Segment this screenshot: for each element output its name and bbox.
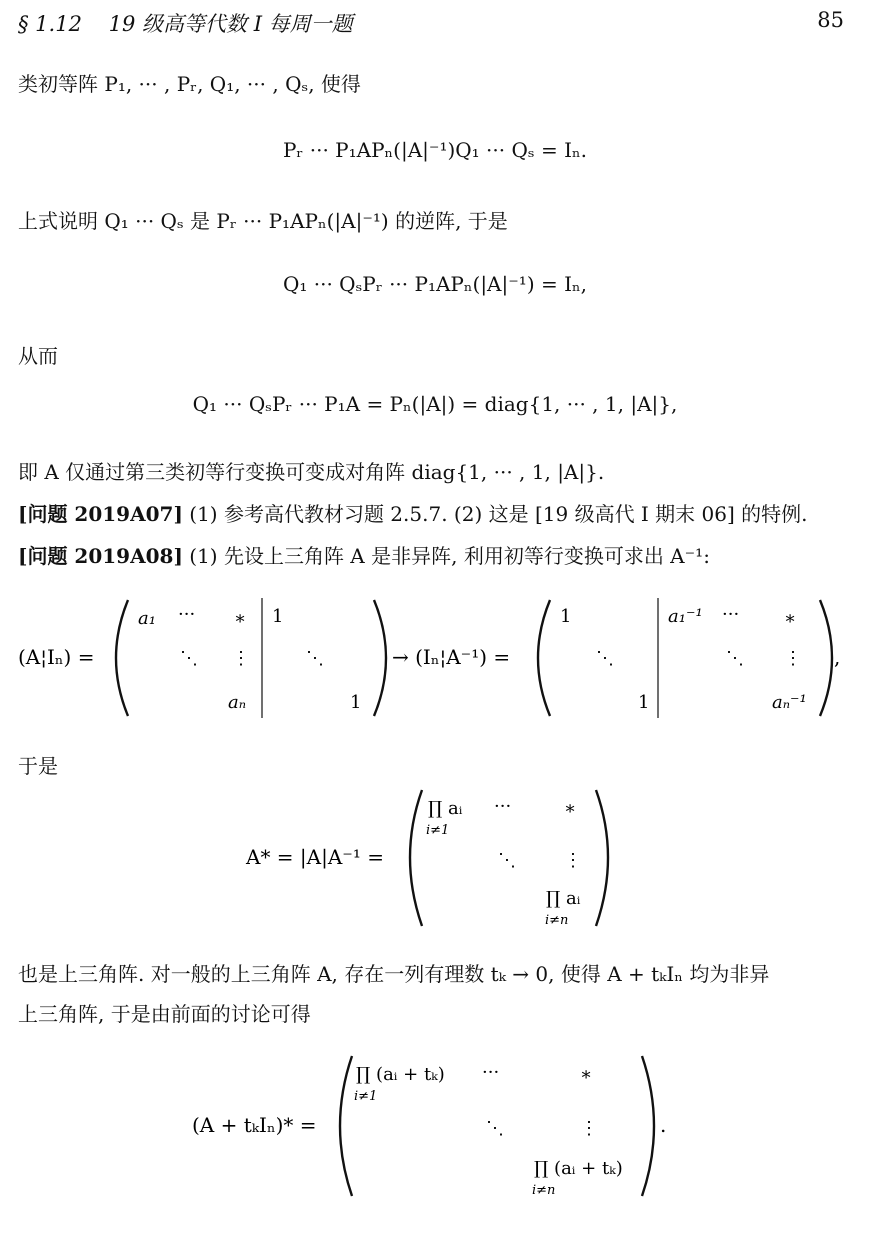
entry-one-bot: 1 [350, 692, 362, 713]
left-paren [116, 600, 128, 716]
equation-1: Pᵣ ··· P₁APₙ(|A|⁻¹)Q₁ ··· Qₛ = Iₙ. [282, 138, 588, 162]
adj-right-paren [596, 790, 608, 926]
entry-one-top: 1 [272, 606, 284, 627]
final-left-paren [340, 1056, 352, 1196]
final-prod-n: ∏ (aᵢ + tₖ) [534, 1158, 623, 1179]
entry-star: ∗ [234, 608, 247, 629]
final-equation [0, 1048, 870, 1204]
inv-a1: a₁⁻¹ [668, 606, 703, 627]
entry-ddots-2: ⋱ [306, 648, 324, 669]
final-prod-n-sub: i≠n [532, 1183, 556, 1198]
final-tail: . [660, 1113, 667, 1137]
entry-an: aₙ [228, 692, 247, 713]
paragraph-1: 类初等阵 P₁, ··· , Pᵣ, Q₁, ··· , Qₛ, 使得 [18, 72, 361, 96]
entry-ddots: ⋱ [180, 648, 198, 669]
matrix-arrow-rhs: → (Iₙ¦A⁻¹) = [392, 645, 511, 669]
problem-tag-a07: [问题 2019A07] [18, 502, 183, 526]
paragraph-8a: 也是上三角阵. 对一般的上三角阵 A, 存在一列有理数 tₖ → 0, 使得 A + tₖIₙ 均为非异 [18, 962, 770, 986]
matrix-lhs: (A¦Iₙ) = [18, 645, 95, 669]
problem-text-a08: (1) 先设上三角阵 A 是非异阵, 利用初等行变换可求出 A⁻¹: [182, 544, 710, 568]
inv-dots: ··· [722, 604, 740, 625]
final-dots: ··· [482, 1062, 500, 1083]
adj-prod-n-sub: i≠n [545, 913, 569, 928]
adj-star: ∗ [564, 798, 577, 819]
equation-2: Q₁ ··· QₛPᵣ ··· P₁APₙ(|A|⁻¹) = Iₙ, [282, 272, 588, 296]
adj-left-paren [410, 790, 422, 926]
adj-ddots: ⋱ [498, 850, 516, 871]
inv-an: aₙ⁻¹ [772, 692, 807, 713]
problem-text-a07: (1) 参考高代教材习题 2.5.7. (2) 这是 [19 级高代 I 期末 06] 的特例. [182, 502, 808, 526]
paragraph-4: 即 A 仅通过第三类初等行变换可变成对角阵 diag{1, ··· , 1, |A|}. [18, 460, 605, 484]
paragraph-3: 从而 [18, 344, 58, 368]
entry-a1: a₁ [138, 608, 156, 629]
paragraph-2: 上式说明 Q₁ ··· Qₛ 是 Pᵣ ··· P₁APₙ(|A|⁻¹) 的逆阵, 于是 [18, 209, 508, 233]
inv-ddots: ⋱ [596, 648, 614, 669]
paragraph-7: 于是 [18, 754, 58, 778]
inv-one-top: 1 [560, 606, 572, 627]
final-right-paren [642, 1056, 654, 1196]
inv-star: ∗ [784, 608, 797, 629]
adjugate-equation [0, 782, 870, 932]
paragraph-8b: 上三角阵, 于是由前面的讨论可得 [18, 1002, 311, 1026]
adj-lhs: A* = |A|A⁻¹ = [246, 845, 384, 869]
problem-tag-a08: [问题 2019A08] [18, 544, 183, 568]
paragraph-5 [18, 498, 808, 527]
adj-prod-n: ∏ aᵢ [546, 888, 581, 909]
entry-dots: ··· [178, 604, 196, 625]
adj-dots: ··· [494, 796, 512, 817]
adj-vdots: ⋮ [564, 850, 582, 871]
adj-prod-1-sub: i≠1 [426, 823, 450, 838]
left-paren-2 [538, 600, 550, 716]
final-vdots: ⋮ [580, 1118, 598, 1139]
final-star: ∗ [580, 1064, 593, 1085]
paragraph-6 [18, 540, 710, 569]
section-title: 19 级高等代数 I 每周一题 [108, 12, 353, 36]
adj-prod-1: ∏ aᵢ [428, 798, 463, 819]
final-prod-1: ∏ (aᵢ + tₖ) [356, 1064, 445, 1085]
running-header [18, 8, 844, 38]
right-paren-2 [820, 600, 832, 716]
equation-3: Q₁ ··· QₛPᵣ ··· P₁A = Pₙ(|A|) = diag{1, ··· , 1, |A|}, [192, 392, 678, 416]
matrix-transformation [0, 592, 870, 724]
page-number: 85 [817, 8, 844, 32]
final-lhs: (A + tₖIₙ)* = [192, 1113, 317, 1137]
final-ddots: ⋱ [486, 1118, 504, 1139]
section-number: § 1.12 [18, 12, 82, 36]
final-prod-1-sub: i≠1 [354, 1089, 378, 1104]
inv-one-bot: 1 [638, 692, 650, 713]
entry-vdots: ⋮ [232, 648, 250, 669]
matrix-tail: , [834, 645, 841, 669]
inv-vdots: ⋮ [784, 648, 802, 669]
inv-ddots-2: ⋱ [726, 648, 744, 669]
right-paren [374, 600, 386, 716]
